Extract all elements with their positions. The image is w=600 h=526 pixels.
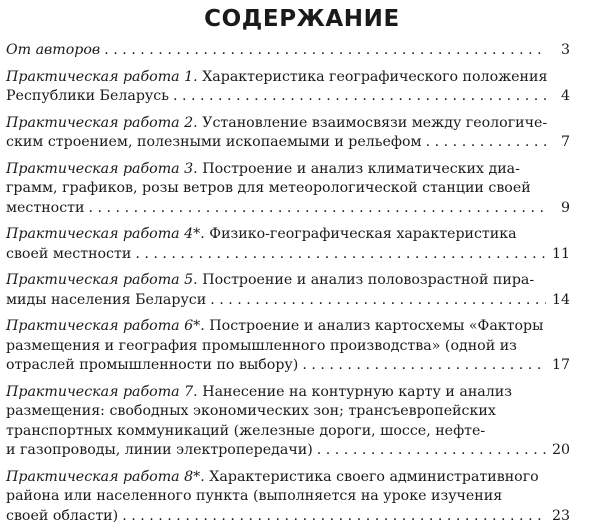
toc-page-number: 20 bbox=[550, 441, 570, 461]
toc-entry[interactable] bbox=[6, 114, 598, 153]
toc-entry-last-line bbox=[6, 356, 570, 376]
toc-entry-label: Практическая работа 2. bbox=[6, 115, 198, 131]
toc-entry-line-text: района или населенного пункта (выполняется на уроке изучения bbox=[6, 488, 502, 504]
toc-entry-text bbox=[6, 383, 598, 461]
toc-page-number: 14 bbox=[550, 291, 570, 311]
toc-entry-line bbox=[6, 337, 570, 357]
leader-dots bbox=[210, 291, 546, 311]
toc-entry-tail-wrap bbox=[6, 441, 313, 461]
toc-page-number: 7 bbox=[550, 133, 570, 153]
toc-entry-line bbox=[6, 383, 570, 403]
toc-entry-line bbox=[6, 422, 570, 442]
toc-entry[interactable] bbox=[6, 68, 598, 107]
toc-entry-last-line bbox=[6, 199, 570, 219]
toc-entry[interactable] bbox=[6, 41, 598, 61]
toc-entry-tail: и газопроводы, линии электропередачи) bbox=[6, 442, 313, 458]
toc-entry-tail: Республики Беларусь bbox=[6, 88, 169, 104]
toc-entry-line-text: Построение и анализ половозрастной пира- bbox=[202, 272, 534, 288]
toc-entry-tail-wrap bbox=[6, 199, 84, 219]
toc-entry-last-line bbox=[6, 441, 570, 461]
toc-entry-tail-wrap bbox=[6, 87, 169, 107]
toc-entry-line bbox=[6, 225, 570, 245]
toc-entry-last-line bbox=[6, 41, 570, 61]
toc-entry-label: Практическая работа 3. bbox=[6, 161, 198, 177]
toc-entry-line bbox=[6, 468, 570, 488]
page-title: СОДЕРЖАНИЕ bbox=[6, 0, 598, 41]
toc-entry-line bbox=[6, 402, 570, 422]
toc-entry-line-text: размещения: свободных экономических зон; трансъевропейских bbox=[6, 403, 496, 419]
toc-entry[interactable] bbox=[6, 468, 598, 526]
toc-entry-text bbox=[6, 271, 598, 310]
toc-entry-line-text: Характеристика географического положения bbox=[202, 69, 547, 85]
toc-page-number: 9 bbox=[550, 199, 570, 219]
toc-entry-tail-wrap bbox=[6, 245, 131, 265]
leader-dots bbox=[173, 87, 546, 107]
leader-dots bbox=[317, 441, 546, 461]
toc-entry-line bbox=[6, 160, 570, 180]
leader-dots bbox=[104, 41, 546, 61]
toc-entry-text bbox=[6, 41, 598, 61]
leader-dots bbox=[135, 245, 546, 265]
toc-entry-line-text: транспортных коммуникаций (железные дороги, шоссе, нефте- bbox=[6, 423, 485, 439]
toc-entry-line-text: Построение и анализ картосхемы «Факторы bbox=[209, 318, 543, 334]
leader-dots bbox=[122, 507, 546, 526]
toc-entry-label: Практическая работа 1. bbox=[6, 69, 198, 85]
toc-entry-text bbox=[6, 114, 598, 153]
toc-entry-last-line bbox=[6, 87, 570, 107]
toc-entry-line-text: Характеристика своего административного bbox=[209, 469, 538, 485]
toc-entry-tail-wrap bbox=[6, 133, 422, 153]
toc-entry-text bbox=[6, 317, 598, 376]
toc-entry-tail: своей области) bbox=[6, 508, 118, 524]
toc-entry-tail: ским строением, полезными ископаемыми и рельефом bbox=[6, 134, 422, 150]
toc-entry-line-text: размещения и география промышленного производства» (одной из bbox=[6, 338, 517, 354]
toc-page-number: 3 bbox=[550, 41, 570, 61]
toc-list bbox=[6, 41, 598, 526]
toc-entry-label: От авторов bbox=[6, 42, 100, 58]
toc-page bbox=[6, 0, 598, 519]
toc-page-number: 11 bbox=[550, 245, 570, 265]
toc-entry-tail: своей местности bbox=[6, 246, 131, 262]
toc-entry-line bbox=[6, 487, 570, 507]
leader-dots bbox=[302, 356, 546, 376]
toc-entry[interactable] bbox=[6, 271, 598, 310]
toc-entry-tail-wrap bbox=[6, 507, 118, 526]
toc-entry-line bbox=[6, 317, 570, 337]
toc-entry-last-line bbox=[6, 133, 570, 153]
toc-entry-tail-wrap bbox=[6, 356, 298, 376]
toc-entry-line-text: Установление взаимосвязи между геологиче- bbox=[202, 115, 547, 131]
toc-entry-last-line bbox=[6, 507, 570, 526]
toc-entry-line bbox=[6, 179, 570, 199]
toc-entry-line-text: Физико-географическая характеристика bbox=[209, 226, 516, 242]
toc-entry-label: Практическая работа 5. bbox=[6, 272, 198, 288]
toc-page-number: 4 bbox=[550, 87, 570, 107]
toc-entry-line-text: Построение и анализ климатических диа- bbox=[202, 161, 520, 177]
toc-entry-tail-wrap bbox=[6, 41, 100, 61]
toc-entry-label: Практическая работа 8*. bbox=[6, 469, 205, 485]
toc-entry-text bbox=[6, 468, 598, 526]
toc-entry[interactable] bbox=[6, 160, 598, 219]
toc-entry-tail: отраслей промышленности по выбору) bbox=[6, 357, 298, 373]
toc-entry-tail-wrap bbox=[6, 291, 206, 311]
toc-entry-line-text: Нанесение на контурную карту и анализ bbox=[202, 384, 512, 400]
toc-entry-last-line bbox=[6, 245, 570, 265]
leader-dots bbox=[426, 133, 546, 153]
toc-entry-line bbox=[6, 68, 570, 88]
toc-entry-last-line bbox=[6, 291, 570, 311]
toc-entry-line bbox=[6, 114, 570, 134]
toc-entry-text bbox=[6, 68, 598, 107]
toc-entry-label: Практическая работа 6*. bbox=[6, 318, 205, 334]
toc-entry-line bbox=[6, 271, 570, 291]
toc-entry-label: Практическая работа 7. bbox=[6, 384, 198, 400]
toc-entry-label: Практическая работа 4*. bbox=[6, 226, 205, 242]
toc-entry[interactable] bbox=[6, 225, 598, 264]
toc-entry[interactable] bbox=[6, 383, 598, 461]
toc-entry-line-text: грамм, графиков, розы ветров для метеорологической станции своей bbox=[6, 180, 531, 196]
leader-dots bbox=[88, 199, 546, 219]
toc-page-number: 23 bbox=[550, 507, 570, 526]
toc-entry-tail: миды населения Беларуси bbox=[6, 292, 206, 308]
toc-entry-text bbox=[6, 160, 598, 219]
toc-entry-tail: местности bbox=[6, 200, 84, 216]
toc-page-number: 17 bbox=[550, 356, 570, 376]
toc-entry[interactable] bbox=[6, 317, 598, 376]
toc-entry-text bbox=[6, 225, 598, 264]
